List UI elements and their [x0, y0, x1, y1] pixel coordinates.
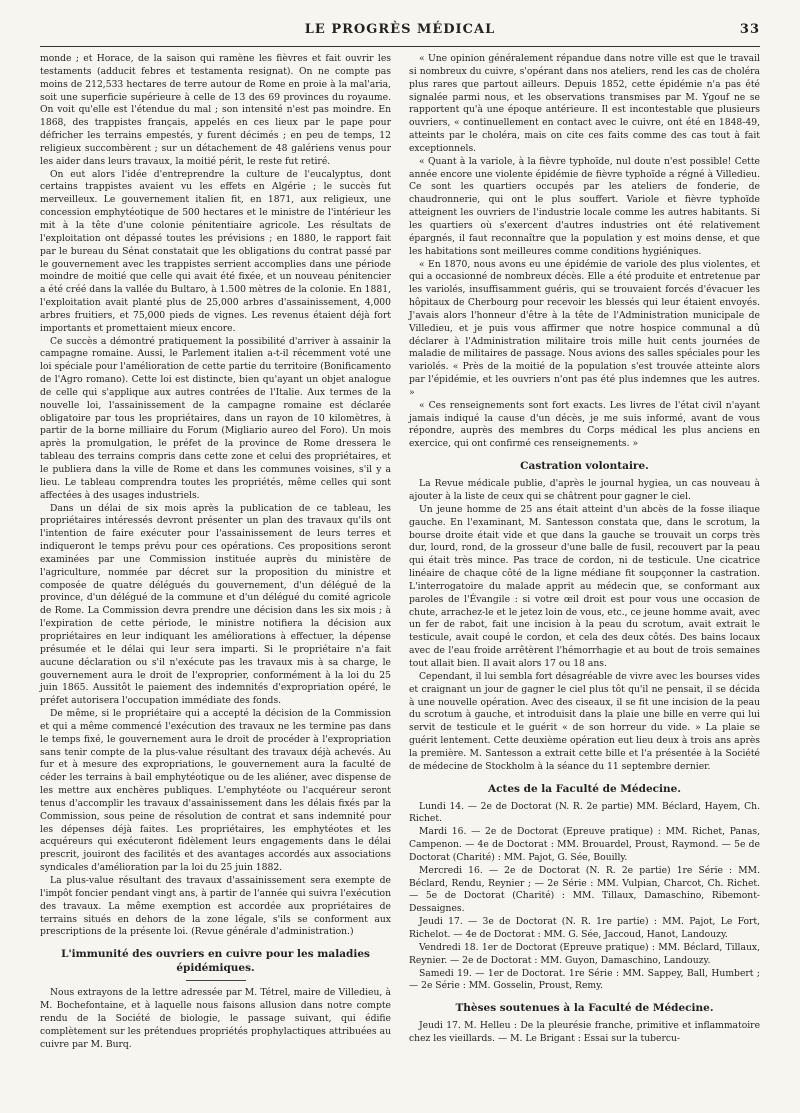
section-title-theses: Thèses soutenues à la Faculté de Médecine. [455, 1002, 714, 1015]
paragraph: Nous extrayons de la lettre adressée par M. Tétrel, maire de Villedieu, à M. Bochefontaine, et à laquelle nous faisons allusion dans notre compte rendu de la Société de biologie, le passage suivant, qui édifie complètement sur les prétendues propriétés prophylactiques attribuées au cuivre par M. Burq. [40, 987, 391, 1050]
section-title-immunite: L'immunité des ouvriers en cuivre pour les maladies épidémiques. [61, 948, 370, 975]
list-item: Mardi 16. — 2e de Doctorat (Epreuve pratique) : MM. Richet, Panas, Campenon. — 4e de Doctorat : MM. Brouardel, Proust, Raymond. — 5e de Doctorat (Charité) : MM. Pajot, G. Sée, Bouilly. [409, 826, 760, 863]
paragraph: « En 1870, nous avons eu une épidémie de variole des plus violentes, et qui a occasionné de nombreux décès. Elle a été produite et entretenue par les variolés, insuffisamment guéris, qui se trouvaient forcés d'évacuer les hôpitaux de Cherbourg pour recevoir les blessés qui leur étaient envoyés. J'avais alors l'honneur d'être à la tête de l'Administration municipale de Villedieu, et je puis vous affirmer que notre hospice communal a dû déclarer à l'Administration militaire trois mille huit cents journées de maladie de militaires de passage. Nous avions des salles spéciales pour les variolés. « Près de la moitié de la population s'est trouvée atteinte alors par l'épidémie, et les ouvriers n'ont pas été plus indemnes que les autres. » [409, 258, 760, 398]
paragraph: On eut alors l'idée d'entreprendre la culture de l'eucalyptus, dont certains trappistes avaient vu les effets en Algérie ; le succès fut merveilleux. Le gouvernement italien fit, en 1871, aux religieux, une concession emphytéotique de 500 hectares et le ministre de l'intérieur les mit à la tête d'une colonie pénitentiaire agricole. Les résultats de l'exploitation ont dépassé toutes les prévisions ; en 1880, le rapport fait par le bureau du Sénat constatait que les obligations du contrat passé par le gouvernement avec les trappistes serrient accomplies dans une période moindre de moitié que celle qui avait été fixée, et un nouveau pénitencier a été créé dans la vallée du Bultaro, à 1.500 mètres de la colonie. En 1881, l'exploitation avait planté plus de 25,000 arbres d'assainissement, 4,000 arbres fruitiers, et 75,000 pieds de vignes. Les revenus étaient déjà fort importants et promettaient mieux encore. [40, 168, 391, 334]
right-column [409, 53, 760, 1051]
left-column [40, 53, 391, 1051]
page-header [40, 22, 760, 44]
list-item: Samedi 19. — 1er de Doctorat. 1re Série : MM. Sappey, Ball, Humbert ; — 2e Série : MM. Gosselin, Proust, Remy. [409, 967, 760, 992]
list-item: Vendredi 18. 1er de Doctorat (Epreuve pratique) : MM. Béclard, Tillaux, Reynier. — 2e de Doctorat : MM. Guyon, Damaschino, Landouzy. [409, 941, 760, 966]
paragraph: La Revue médicale publie, d'après le journal hygiea, un cas nouveau à ajouter à la liste de ceux qui se châtrent pour gagner le ciel. [409, 478, 760, 502]
paragraph: La plus-value résultant des travaux d'assainissement sera exempte de l'impôt foncier pendant vingt ans, à partir de l'année qui suivra l'exécution des travaux. La même exemption est accordée aux propriétaires de terrains situés en dehors de la zone légale, s'ils se conforment aux prescriptions de la présente loi. (Revue générale d'administration.) [40, 875, 391, 938]
section-title-castration: Castration volontaire. [520, 460, 649, 473]
paragraph: monde ; et Horace, de la saison qui ramène les fièvres et fait ouvrir les testaments (adducit febres et testamenta resignat). On ne compte pas moins de 212,533 hectares de terre autour de Rome en proie à la mal'aria, soit une superficie supérieure à celle de 13 des 69 provinces du royaume. On voit qu'elle est l'étendue du mal ; son intensité n'est pas moindre. En 1868, des trappistes français, appelés en ces lieux par le pape pour défricher les terrains empestés, y furent décimés ; en peu de temps, 12 religieux succombèrent ; sur un détachement de 48 galériens venus pour les aider dans leurs travaux, la moitié périt, le reste fut retiré. [40, 53, 391, 167]
paragraph: « Ces renseignements sont fort exacts. Les livres de l'état civil n'ayant jamais indiqué la cause d'un décès, je me suis informé, avant de vous répondre, auprès des membres du Corps médical les plus anciens en exercice, qui ont confirmé ces renseignements. » [409, 399, 760, 450]
paragraph: Dans un délai de six mois après la publication de ce tableau, les propriétaires intéressés devront présenter un plan des travaux qu'ils ont l'intention de faire exécuter pour l'assainissement de leurs terres et indiqueront le temps prévu pour ces opérations. Ces propositions seront examinées par une Commission instituée auprès du ministère de l'agriculture, nommée par décret sur la proposition du ministre et composée de quatre délégués du gouvernement, d'un délégué de la province, d'un délégué de la commune et d'un délégué du comité agricole de Rome. La Commission devra prendre une décision dans les six mois ; à l'expiration de cette période, le ministre notifiera la décision aux propriétaires en leur indiquant les améliorations à effectuer, la dépense présumée et le délai qui leur sera imparti. Si le propriétaire n'a fait aucune déclaration ou s'il n'exécute pas les travaux mis à sa charge, le gouvernement aura le droit de l'exproprier, conformément à la loi du 25 juin 1865. Aussitôt le paiement des indemnités d'expropriation opéré, le préfet autorisera l'occupation immédiate des fonds. [40, 502, 391, 707]
list-item: Lundi 14. — 2e de Doctorat (N. R. 2e partie) MM. Béclard, Hayem, Ch. Richet. [409, 800, 760, 825]
list-item: Jeudi 17. M. Helleu : De la pleurésie franche, primitive et inflammatoire chez les vieillards. — M. Le Brigant : Essai sur la tubercu- [409, 1020, 760, 1045]
paragraph: « Une opinion généralement répandue dans notre ville est que le travail si nombreux du cuivre, s'opérant dans nos ateliers, rend les cas de choléra plus rares que partout ailleurs. Depuis 1852, cette épidémie n'a pas été signalée parmi nous, et les observations transmises par M. Ygouf ne se rapportent qu'à une époque antérieure. Il est incontestable que plusieurs ouvriers, « continuellement en contact avec le cuivre, ont été en 1848-49, atteints par le choléra, mais on cite ces faits comme des cas tout à fait exceptionnels. [409, 53, 760, 154]
paragraph: De même, si le propriétaire qui a accepté la décision de la Commission et qui a même commencé l'exécution des travaux ne les termine pas dans le temps fixé, le gouvernement aura le droit de procéder à l'expropriation sans tenir compte de la plus-value résultant des travaux déjà achevés. Au fur et à mesure des expropriations, le gouvernement aura la faculté de céder les terrains à bail emphytéotique ou de les aliéner, avec dispense de les mettre aux enchères publiques. L'emphytéote ou l'acquéreur seront tenus d'accomplir les travaux d'assainissement dans les délais fixés par la Commission, sous peine de résolution de contrat et sans indemnité pour les dépenses déjà faites. Les propriétaires, les emphytéotes et les acquéreurs qui exécuteront fidèlement leurs engagements dans le délai prescrit, jouiront des facilités et des avantages accordés aux associations syndicales d'amélioration par la loi du 25 juin 1882. [40, 708, 391, 874]
section-title-actes: Actes de la Faculté de Médecine. [487, 782, 681, 795]
list-item: Jeudi 17. — 3e de Doctorat (N. R. 1re partie) : MM. Pajot, Le Fort, Richelot. — 4e de Doctorat : MM. G. Sée, Jaccoud, Hanot, Landouzy. [409, 916, 760, 940]
paragraph: Un jeune homme de 25 ans était atteint d'un abcès de la fosse iliaque gauche. En l'examinant, M. Santesson constata que, dans le scrotum, la bourse droite était vide et que dans la gauche se trouvait un corps très dur, lourd, rond, de la grosseur d'une balle de fusil, recouvert par la peau qui était très mince. Pas trace de cordon, ni de testicule. Une cicatrice linéaire de chaque côté de la ligne médiane fit soupçonner la castration. L'interrogatoire du malade apprit au médecin que, se conformant aux paroles de l'Évangile : si votre œil droit est pour vous une occasion de chute, arrachez-le et le jetez loin de vous, etc., ce jeune homme avait, avec un fer de rabot, fait une incision à la peau du scrotum, avait extrait le testicule, avait coupé le cordon, et cela des deux côtés. Des bains locaux avec de l'eau froide arrêtèrent l'hémorrhagie et au bout de trois semaines tout allait bien. Il avait alors 17 ou 18 ans. [409, 503, 760, 669]
paragraph: Cependant, il lui sembla fort désagréable de vivre avec les bourses vides et craignant un jour de gagner le ciel plus tôt qu'il ne pensait, il se décida à une nouvelle opération. Avec des ciseaux, il se fit une incision de la peau du scrotum à gauche, et introduisit dans la plaie une bille en verre qui lui servit de testicule et le guérit « de son horreur du vide. » La plaie se guérit lentement. Cette deuxième opération eut lieu deux à trois ans après la première. M. Santesson a extrait cette bille et l'a présentée à la Société de médecine de Stockholm à la séance du 11 septembre dernier. [409, 670, 760, 772]
section-rule [186, 980, 246, 981]
page-number: 33 [739, 22, 760, 37]
list-item: Mercredi 16. — 2e de Doctorat (N. R. 2e partie) 1re Série : MM. Béclard, Rendu, Reynier ; — 2e Série : MM. Vulpian, Charcot, Ch. Richet. — 5e de Doctorat (Charité) : MM. Tillaux, Damaschino, Ribemont-Dessaignes. [409, 864, 760, 915]
columns [40, 53, 760, 1051]
header-rule [40, 46, 760, 47]
paragraph: Ce succès a démontré pratiquement la possibilité d'arriver à assainir la campagne romaine. Aussi, le Parlement italien a-t-il récemment voté une loi spéciale pour l'amélioration de cette partie du territoire (Bonificamento de l'Agro romano). Cette loi est distincte, bien qu'ayant un objet analogue de celle qui s'applique aux autres contrées de l'Italie. Aux termes de la nouvelle loi, l'assainissement de la campagne romaine est déclarée obligatoire par tous les propriétaires, dans un rayon de 10 kilomètres, à partir de la borne milliaire du Forum (Migliario aureo del Foro). Un mois après la promulgation, le préfet de la province de Rome dressera le tableau des terrains compris dans cette zone et celui des propriétaires, et le publiera dans la ville de Rome et dans les communes voisines, s'il y a lieu. Le tableau comprendra toutes les propriétés, même celles qui sont affectées à des usages industriels. [40, 335, 391, 501]
paragraph: « Quant à la variole, à la fièvre typhoïde, nul doute n'est possible! Cette année encore une violente épidémie de fièvre typhoïde a régné à Villedieu. Ce sont les quartiers occupés par les ateliers de fonderie, de chaudronnerie, qui ont le plus souffert. Variole et fièvre typhoïde atteignent les ouvriers de l'industrie locale comme les autres habitants. Si les quartiers où s'exercent d'autres industries ont été relativement épargnés, il faut reconnaître que la population y est moins dense, et que les habitations sont meilleures comme conditions hygiéniques. [409, 155, 760, 257]
journal-title: LE PROGRÈS MÉDICAL [304, 22, 496, 37]
